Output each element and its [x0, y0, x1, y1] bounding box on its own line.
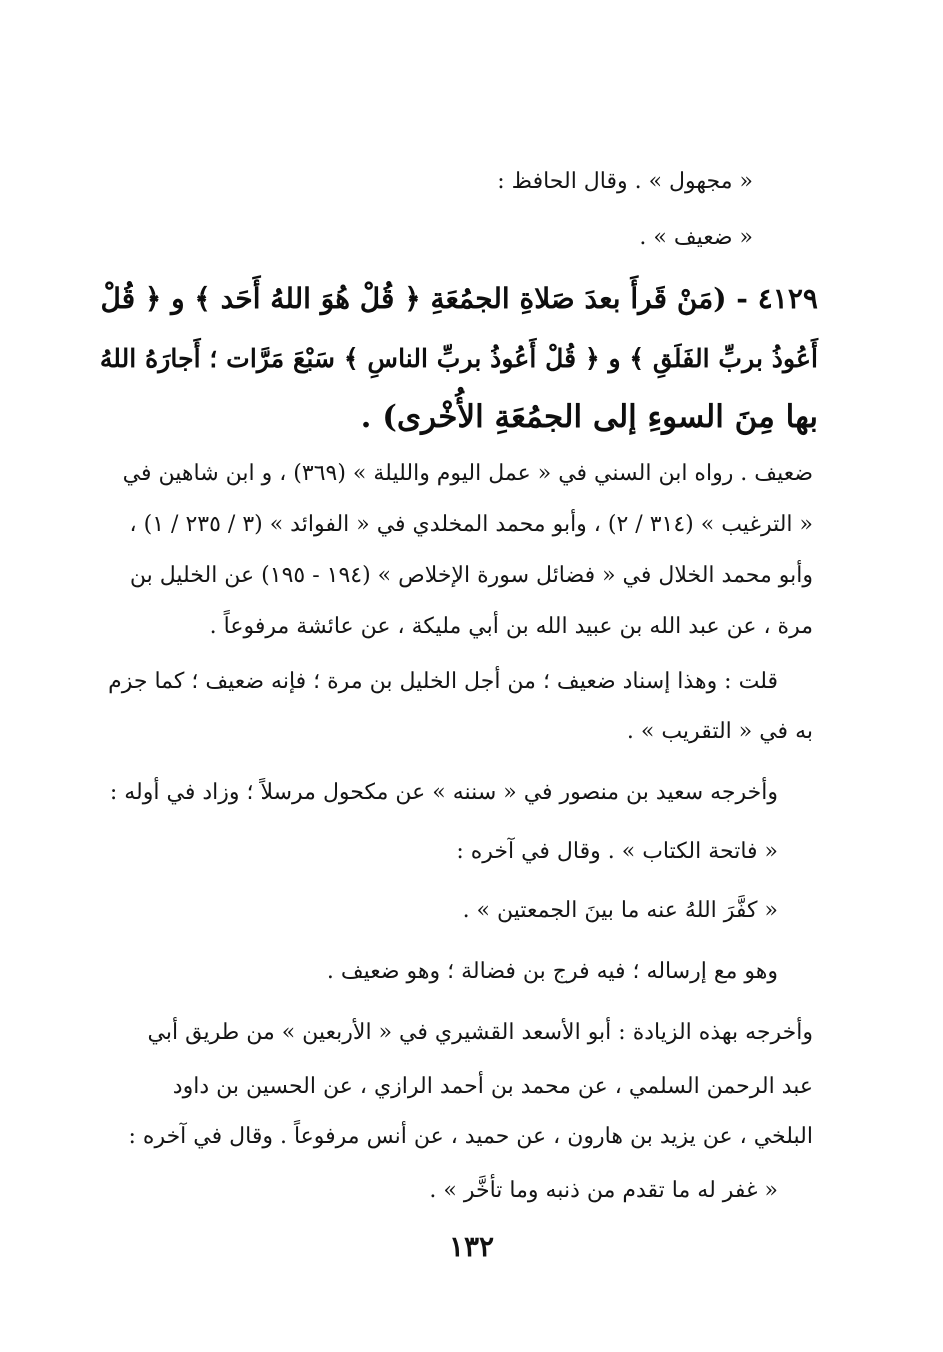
mursal-line-2: « فاتحة الكتاب » . وقال في آخره :: [456, 839, 778, 864]
intro-line-1: « مجهول » . وقال الحافظ :: [497, 169, 753, 194]
qushayri-line-3: البلخي ، عن يزيد بن هارون ، عن حميد ، عن أنس مرفوعاً . وقال في آخره :: [128, 1124, 813, 1149]
hadith-line-2: أَعُوذُ بربِّ الفَلَقِ ﴾ و ﴿ قُلْ أَعُوذُ بربِّ الناسِ ﴾ سَبْعَ مَرَّات ؛ أَجارَهُ اللهُ: [99, 343, 818, 373]
page-number: ١٣٢: [448, 1230, 495, 1263]
intro-line-2: « ضعيف » .: [639, 225, 753, 250]
takhrij-line-2: « الترغيب » (٣١٤ / ٢) ، وأبو محمد المخلدي في « الفوائد » (٣ / ٢٣٥ / ١) ،: [129, 512, 813, 537]
takhrij-line-1: ضعيف . رواه ابن السني في « عمل اليوم والليلة » (٣٦٩) ، و ابن شاهين في: [122, 461, 813, 486]
hadith-line-1: ٤١٢٩ - (مَنْ قَرأَ بعدَ صَلاةِ الجمُعَةِ ﴿ قُلْ هُوَ اللهُ أَحَد ﴾ و ﴿ قُلْ: [100, 282, 818, 315]
mursal-line-1: وأخرجه سعيد بن منصور في « سننه » عن مكحول مرسلاً ؛ وزاد في أوله :: [109, 780, 778, 805]
qushayri-line-4: « غفر له ما تقدم من ذنبه وما تأخَّر » .: [429, 1178, 778, 1203]
comment-line-1: قلت : وهذا إسناد ضعيف ؛ من أجل الخليل بن مرة ؛ فإنه ضعيف ؛ كما جزم: [108, 669, 778, 694]
comment-line-2: به في « التقريب » .: [626, 719, 813, 744]
mursal-line-4: وهو مع إرساله ؛ فيه فرج بن فضالة ؛ وهو ضعيف .: [326, 959, 778, 984]
qushayri-line-2: عبد الرحمن السلمي ، عن محمد بن أحمد الرازي ، عن الحسين بن داود: [172, 1074, 813, 1099]
takhrij-line-3: وأبو محمد الخلال في « فضائل سورة الإخلاص » (١٩٤ - ١٩٥) عن الخليل بن: [129, 563, 813, 588]
takhrij-line-4: مرة ، عن عبد الله بن عبيد الله بن أبي مليكة ، عن عائشة مرفوعاً .: [209, 614, 813, 639]
qushayri-line-1: وأخرجه بهذه الزيادة : أبو الأسعد القشيري في « الأربعين » من طريق أبي: [147, 1020, 813, 1045]
hadith-line-3: بها مِنَ السوءِ إلى الجمُعَةِ الأُخْرى) .: [360, 399, 818, 435]
mursal-line-3: « كفَّرَ اللهُ عنه ما بينَ الجمعتين » .: [462, 898, 778, 923]
